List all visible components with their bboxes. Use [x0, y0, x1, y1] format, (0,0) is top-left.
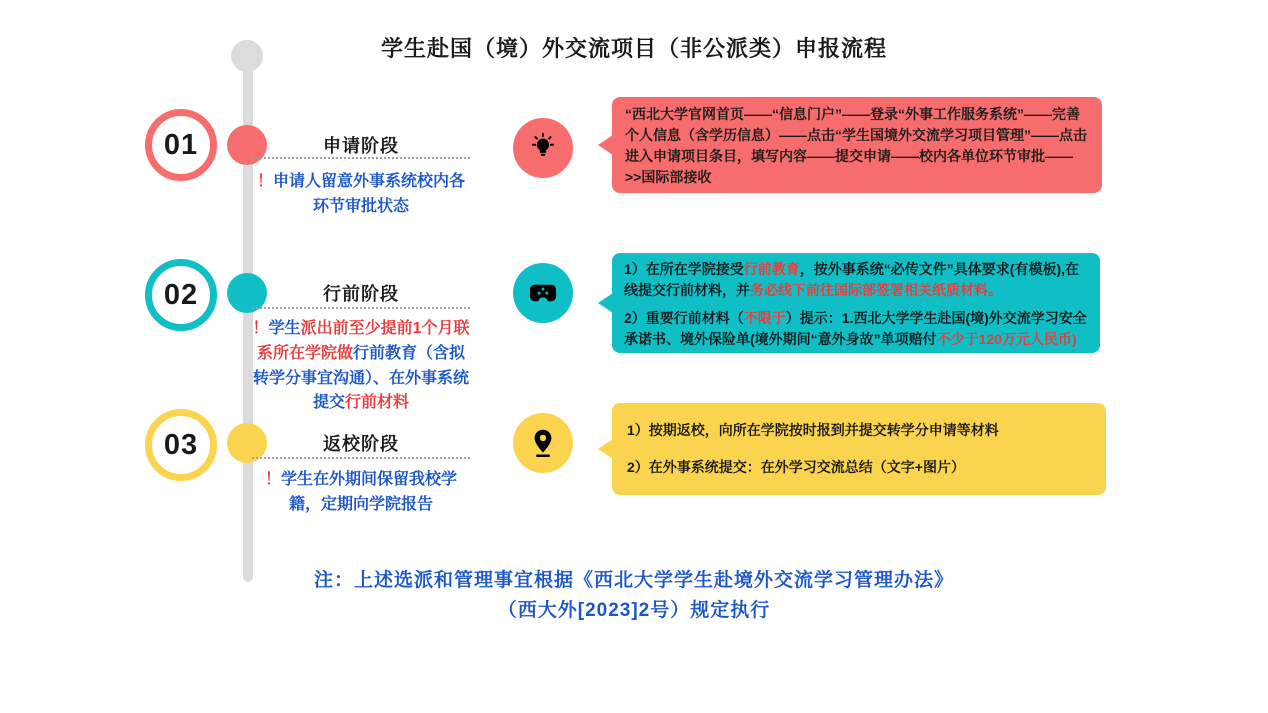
map-pin-icon: [513, 413, 573, 473]
footer-note-line2: （西大外[2023]2号）规定执行: [497, 600, 771, 622]
stage2-note: ！学生派出前至少提前1个月联系所在学院做行前教育（含拟转学分事宜沟通）、在外事系统提交行前材料: [252, 320, 470, 412]
vr-headset-icon: [513, 263, 573, 323]
stage1-divider: [252, 157, 470, 159]
stage1-note: ！申请人留意外事系统校内各环节审批状态: [256, 173, 466, 215]
stage1-number-badge: [145, 109, 217, 181]
stage1-detail-text: “西北大学官网首页——“信息门户”——登录“外事工作服务系统”——完善个人信息（含学历信息）——点击“学生国境外交流学习项目管理”——点击进入申请项目条目，填写内容——提交申请——校内各单位环节审批——>>国际部接收: [625, 106, 1087, 185]
stage3-divider: [252, 457, 470, 459]
lightbulb-icon: [513, 118, 573, 178]
stage2-divider: [252, 307, 470, 309]
stage2-number-badge: [145, 259, 217, 331]
stage3-detail-text-2: 2）在外事系统提交：在外学习交流总结（文字+图片）: [627, 459, 965, 476]
stage1-bubble-tail: [598, 135, 613, 155]
stage3-number: 03: [163, 428, 199, 461]
page-title: 学生赴国（境）外交流项目（非公派类）申报流程: [380, 36, 887, 61]
stage2-number: 02: [163, 278, 199, 311]
stage2-title: 行前阶段: [323, 284, 399, 304]
stage2-detail-text-1: 1）在所在学院接受行前教育，按外事系统“必传文件”具体要求(有模板),在线提交行前材料，并务必线下前往国际部签署相关纸质材料。: [624, 261, 1080, 298]
footer-note-line1: 注：上述选派和管理事宜根据《西北大学学生赴境外交流学习管理办法》: [313, 570, 954, 591]
stage1-number: 01: [163, 128, 199, 161]
stage2-detail-text-2: 2）重要行前材料（不限于）提示：1.西北大学学生赴国(境)外交流学习安全承诺书、境外保险单(境外期间“意外身故”单项赔付不少于120万元人民币): [624, 310, 1087, 347]
stage3-bubble-tail: [598, 439, 613, 459]
stage2-detail-bubble: [612, 253, 1100, 353]
stage1-detail-bubble: [612, 97, 1102, 193]
footer-note: [0, 566, 1268, 627]
stage3-title: 返校阶段: [323, 434, 399, 454]
stage3-note: ！学生在外期间保留我校学籍，定期向学院报告: [264, 471, 458, 513]
stage2-bubble-tail: [598, 293, 613, 313]
stage3-number-badge: [145, 409, 217, 481]
stage3-detail-text-1: 1）按期返校，向所在学院按时报到并提交转学分申请等材料: [627, 422, 999, 438]
stage3-detail-bubble: [612, 403, 1106, 495]
stage1-title: 申请阶段: [323, 136, 399, 156]
